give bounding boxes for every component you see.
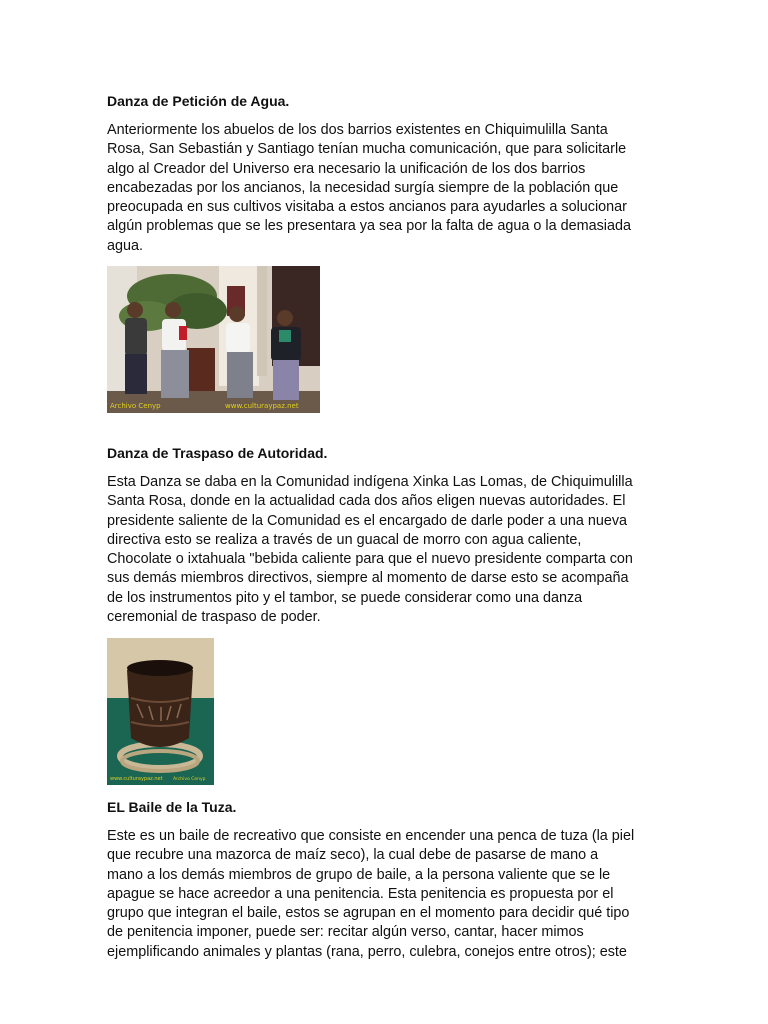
text-line: presidente saliente de la Comunidad es el encargado de darle poder a una nueva (107, 512, 628, 529)
photo-watermark: www.culturaypaz.net (110, 776, 163, 782)
section-paragraph (107, 473, 667, 627)
text-line: algún problemas que se les presentara ya sea por la falta de agua o la demasiada (107, 218, 632, 235)
text-line: sus demás miembros directivos, siempre al momento de darse esto se acompaña (107, 570, 629, 587)
section-paragraph (107, 121, 667, 256)
photo-watermark: Archivo Cenyp (110, 402, 161, 410)
dancers-photo (107, 266, 320, 413)
section-title: Danza de Traspaso de Autoridad. (107, 445, 328, 461)
photo-watermark: Archivo Cenyp (173, 777, 206, 782)
text-line: mano a los demás miembros de grupo de baile, a la persona valiente que se le (107, 866, 611, 883)
gourd-cup-photo (107, 638, 214, 785)
text-line: Este es un baile de recreativo que consiste en encender una penca de tuza (la piel (107, 828, 635, 844)
text-line: encabezadas por los ancianos, la necesidad surgía siempre de la población que (107, 179, 619, 196)
text-line: preocupada en sus cultivos visitaba a estos ancianos para ayudarles a solucionar (107, 199, 627, 216)
text-line: Santa Rosa, donde en la actualidad cada dos años eligen nuevas autoridades. El (107, 493, 626, 510)
text-line: de penitencia imponer, puede ser: recitar algún verso, cantar, hacer mimos (107, 924, 584, 941)
text-line: grupo que integran el baile, estos se agrupan en el momento para decidir qué tipo (107, 905, 630, 922)
text-line: Rosa, San Sebastián y Santiago tenían mucha comunicación, que para solicitarle (107, 141, 627, 158)
photo-watermark: www.culturaypaz.net (225, 402, 299, 410)
text-line: ejemplificando animales y plantas (rana, perro, culebra, conejos entre otros); este (107, 943, 627, 960)
section-title: Danza de Petición de Agua. (107, 93, 290, 109)
text-line: de los instrumentos pito y el tambor, se puede considerar como una danza (107, 589, 583, 606)
text-line: agua. (107, 237, 144, 254)
text-line: algo al Creador del Universo era necesario la unificación de los dos barrios (107, 160, 586, 177)
text-line: Anteriormente los abuelos de los dos barrios existentes en Chiquimulilla Santa (107, 122, 608, 138)
text-line: que recubre una mazorca de maíz seco), la cual debe de pasarse de mano a (107, 847, 599, 864)
text-line: Esta Danza se daba en la Comunidad indígena Xinka Las Lomas, de Chiquimulilla (107, 474, 633, 490)
text-line: ceremonial de traspaso de poder. (107, 609, 321, 626)
text-line: apague se hace acreedor a una penitencia. Esta penitencia es propuesta por el (107, 885, 614, 902)
section-paragraph (107, 827, 667, 962)
text-line: directiva esto se realiza a través de un guacal de morro con agua caliente, (107, 531, 582, 548)
text-line: Chocolate o ixtahuala "bebida caliente para que el nuevo presidente comparta con (107, 551, 633, 568)
section-title: EL Baile de la Tuza. (107, 799, 237, 815)
